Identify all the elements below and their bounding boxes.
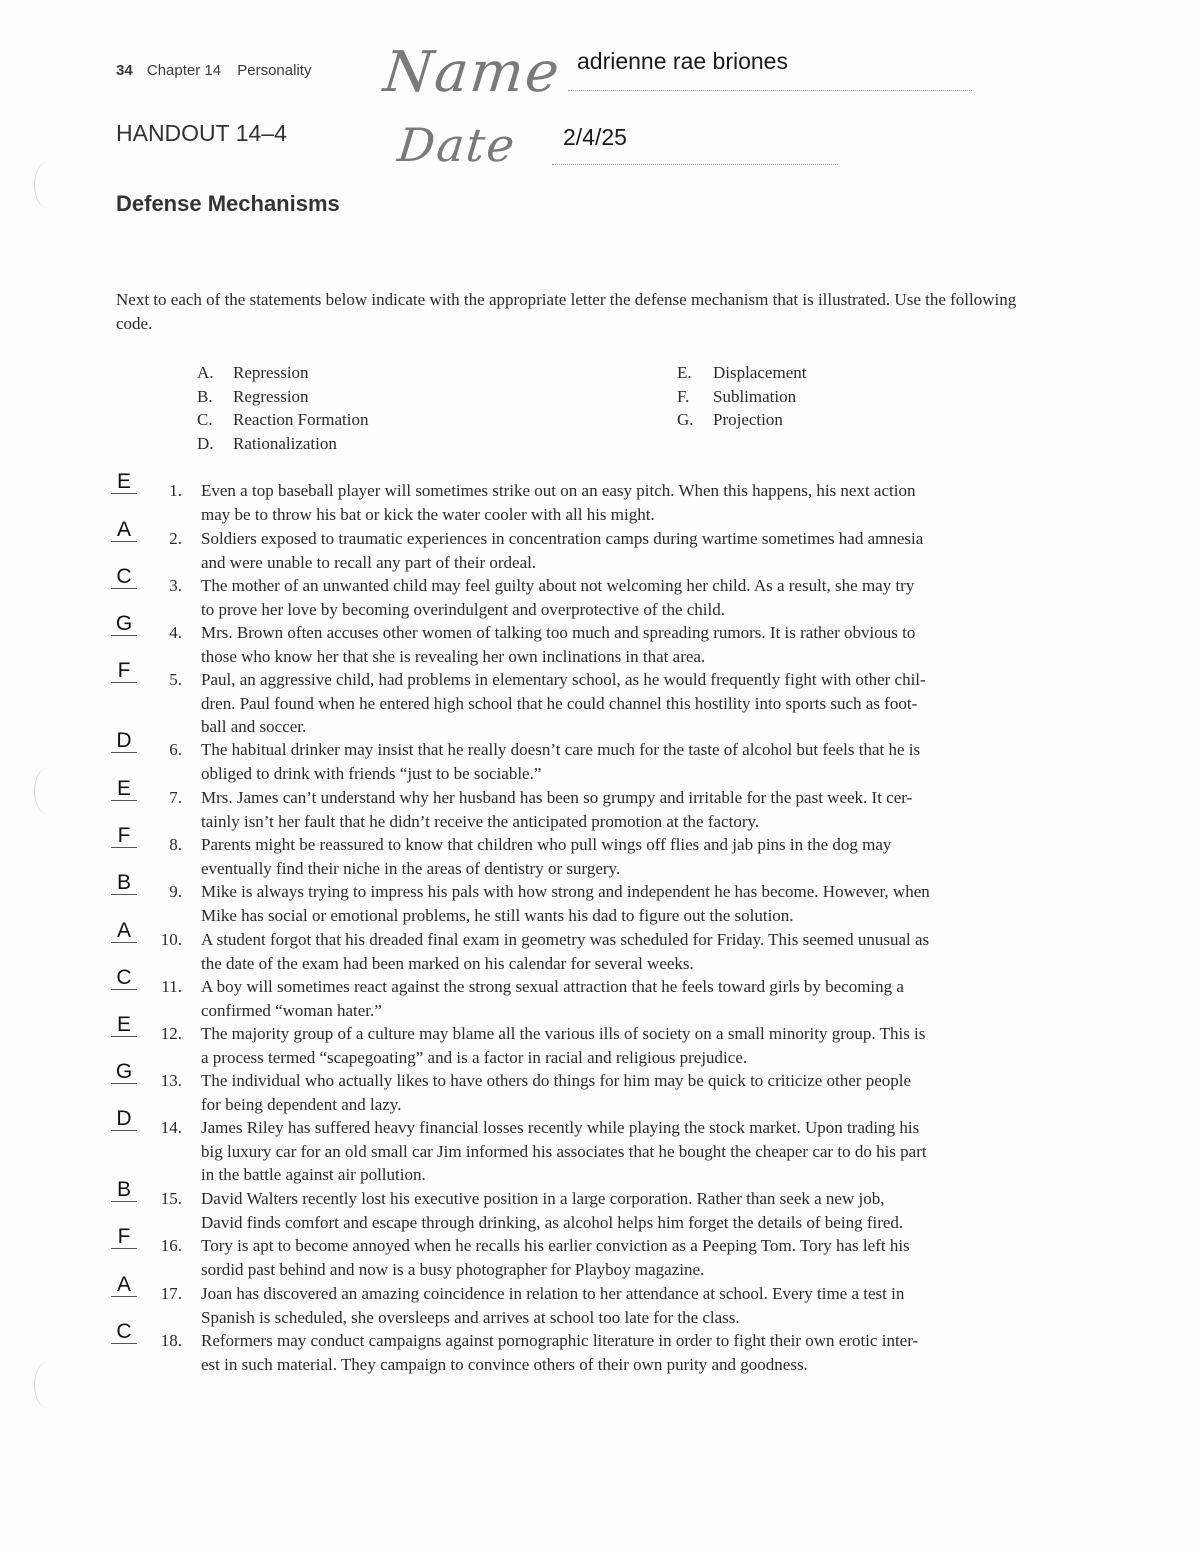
answer-blank[interactable]: D [111,730,137,753]
code-item [677,385,806,409]
question-line: Spanish is scheduled, she oversleeps and arrives at school too late for the class. [201,1307,740,1327]
question-number: 9. [169,882,182,901]
question-line: Mrs. James can’t understand why her husband has been so grumpy and irritable for the past week. It cer- [201,788,913,807]
answer-blank[interactable]: E [111,1014,137,1037]
code-item [197,361,369,385]
instructions: Next to each of the statements below indicate with the appropriate letter the defense mechanism that is illustrated. Use the following code. [116,290,1017,333]
code-item [197,432,369,456]
code-term: Regression [233,386,309,406]
question-line: est in such material. They campaign to convince others of their own purity and goodness. [201,1354,808,1374]
question-line: Reformers may conduct campaigns against pornographic literature in order to fight their own erotic inter- [201,1331,919,1350]
name-underline [568,90,972,91]
question-text [201,786,1046,833]
answer-blank[interactable]: A [111,519,137,542]
answer-blank[interactable]: C [111,566,137,589]
question-text [201,1282,1046,1329]
question-text [201,1187,1046,1234]
question-line: for being dependent and lazy. [201,1094,402,1114]
question-line: those who know her that she is revealing her own inclinations in that area. [201,646,706,666]
name-field[interactable]: adrienne rae briones [577,48,788,74]
question-line: Mike is always trying to impress his pals with how strong and independent he has become. However, when [201,882,930,901]
code-term: Displacement [713,363,807,382]
punch-hole-shadow [34,1362,61,1408]
question-line: Soldiers exposed to traumatic experiences in concentration camps during wartime sometimes had amnesia [201,529,924,548]
answer-blank[interactable]: C [111,967,137,990]
question-text [201,574,1046,621]
question-text [201,1116,1046,1187]
question-text [201,1069,1046,1116]
answer-blank[interactable]: C [111,1321,137,1344]
code-letter: C. [197,410,213,429]
question-text [201,479,1046,526]
question-line: Mike has social or emotional problems, he still wants his dad to figure out the solution. [201,905,794,925]
question-line: The individual who actually likes to have others do things for him may be quick to criticize other people [201,1071,912,1090]
answer-blank[interactable]: D [111,1108,137,1131]
question-line: The mother of an unwanted child may feel guilty about not welcoming her child. As a result, she may try [201,576,915,595]
question-number: 14. [160,1118,182,1137]
question-number: 7. [169,788,182,807]
question-number: 3. [169,576,182,595]
answer-blank[interactable]: F [111,660,137,683]
question-text [201,738,1046,785]
question-number: 18. [160,1331,182,1350]
code-letter: F. [677,386,690,406]
code-term: Projection [713,410,783,429]
question-number: 2. [169,529,182,548]
question-text [201,975,1046,1022]
question-text [201,527,1046,574]
punch-hole-shadow [34,768,61,814]
handout-id: HANDOUT 14–4 [116,120,287,146]
code-item [677,408,806,432]
question-line: a process termed “scapegoating” and is a factor in racial and religious prejudice. [201,1047,748,1067]
question-number: 4. [169,623,182,642]
answer-blank[interactable]: G [111,613,137,636]
code-term: Rationalization [233,433,337,453]
question-line: Even a top baseball player will sometimes strike out on an easy pitch. When this happens, his next action [201,481,916,500]
question-line: big luxury car for an old small car Jim informed his associates that he bought the cheaper car to do his part [201,1141,927,1161]
code-item [197,408,369,432]
question-line: David Walters recently lost his executive position in a large corporation. Rather than seek a new job, [201,1189,885,1208]
name-label-handwritten: Name [380,40,565,105]
question-text [201,833,1046,880]
code-legend-left [197,361,369,455]
code-term: Reaction Formation [233,410,369,429]
question-number: 15. [160,1189,182,1208]
question-line: The majority group of a culture may blame all the various ills of society on a small minority group. This is [201,1024,926,1043]
question-number: 6. [169,740,182,759]
code-term: Sublimation [713,386,797,406]
question-number: 5. [169,670,182,689]
question-line: eventually find their niche in the areas of dentistry or surgery. [201,858,621,878]
question-number: 1. [169,481,182,500]
question-number: 13. [160,1071,182,1090]
question-line: in the battle against air pollution. [201,1165,426,1184]
question-number: 8. [169,835,182,854]
code-letter: G. [677,410,694,429]
code-letter: E. [677,363,692,382]
punch-hole-shadow [34,162,61,208]
answer-blank[interactable]: F [111,825,137,848]
date-underline [552,164,838,165]
date-field[interactable]: 2/4/25 [563,124,627,150]
question-number: 11. [161,977,182,996]
answer-blank[interactable]: E [111,471,137,494]
question-line: sordid past behind and now is a busy photographer for Playboy magazine. [201,1259,705,1279]
answer-blank[interactable]: A [111,920,137,943]
question-number: 17. [160,1284,182,1303]
code-item [677,361,806,385]
answer-blank[interactable]: F [111,1226,137,1249]
section-label: Personality [237,62,312,79]
question-line: Paul, an aggressive child, had problems in elementary school, as he would frequently fight with other chil- [201,670,926,689]
question-line: Tory is apt to become annoyed when he recalls his earlier conviction as a Peeping Tom. Tory has left his [201,1236,910,1255]
question-text [201,928,1046,975]
answer-blank[interactable]: E [111,778,137,801]
question-line: to prove her love by becoming overindulgent and overprotective of the child. [201,599,726,619]
code-item [197,385,369,409]
code-legend-right [677,361,806,432]
question-line: tainly isn’t her fault that he didn’t receive the anticipated promotion at the factory. [201,811,760,831]
question-text [201,1022,1046,1069]
question-text [201,880,1046,927]
question-number: 10. [160,930,182,949]
question-line: Parents might be reassured to know that children who pull wings off flies and jab pins in the dog may [201,835,892,854]
answer-blank[interactable]: B [111,1179,137,1202]
question-line: James Riley has suffered heavy financial losses recently while playing the stock market. Upon trading his [201,1118,920,1137]
date-label-handwritten: Date [395,118,519,172]
question-line: David finds comfort and escape through drinking, as alcohol helps him forget the details of being fired. [201,1212,904,1232]
page-title: Defense Mechanisms [116,191,340,216]
question-line: may be to throw his bat or kick the water cooler with all his might. [201,504,655,524]
code-letter: A. [197,363,214,382]
question-line: confirmed “woman hater.” [201,1000,382,1020]
question-line: dren. Paul found when he entered high school that he could channel this hostility into sports such as foot- [201,693,918,713]
page-number: 34 [116,62,133,79]
question-number: 12. [160,1024,182,1043]
question-line: A student forgot that his dreaded final exam in geometry was scheduled for Friday. This seemed unusual as [201,930,930,949]
question-text [201,1329,1046,1376]
question-line: A boy will sometimes react against the strong sexual attraction that he feels toward girls by becoming a [201,977,904,996]
question-text [201,621,1046,668]
question-line: and were unable to recall any part of their ordeal. [201,552,537,572]
question-line: ball and soccer. [201,717,307,736]
running-head [116,62,311,79]
question-line: Joan has discovered an amazing coincidence in relation to her attendance at school. Every time a test in [201,1284,905,1303]
question-line: Mrs. Brown often accuses other women of talking too much and spreading rumors. It is rather obvious to [201,623,916,642]
code-letter: D. [197,433,214,453]
code-term: Repression [233,363,309,382]
question-text [201,1234,1046,1281]
question-text [201,668,1046,739]
answer-blank[interactable]: B [111,872,137,895]
answer-blank[interactable]: A [111,1274,137,1297]
question-line: obliged to drink with friends “just to be sociable.” [201,763,542,783]
question-line: The habitual drinker may insist that he really doesn’t care much for the taste of alcohol but feels that he is [201,740,921,759]
code-letter: B. [197,386,213,406]
answer-blank[interactable]: G [111,1061,137,1084]
chapter-label: Chapter 14 [146,62,222,79]
question-number: 16. [160,1236,182,1255]
question-line: the date of the exam had been marked on his calendar for several weeks. [201,953,694,973]
